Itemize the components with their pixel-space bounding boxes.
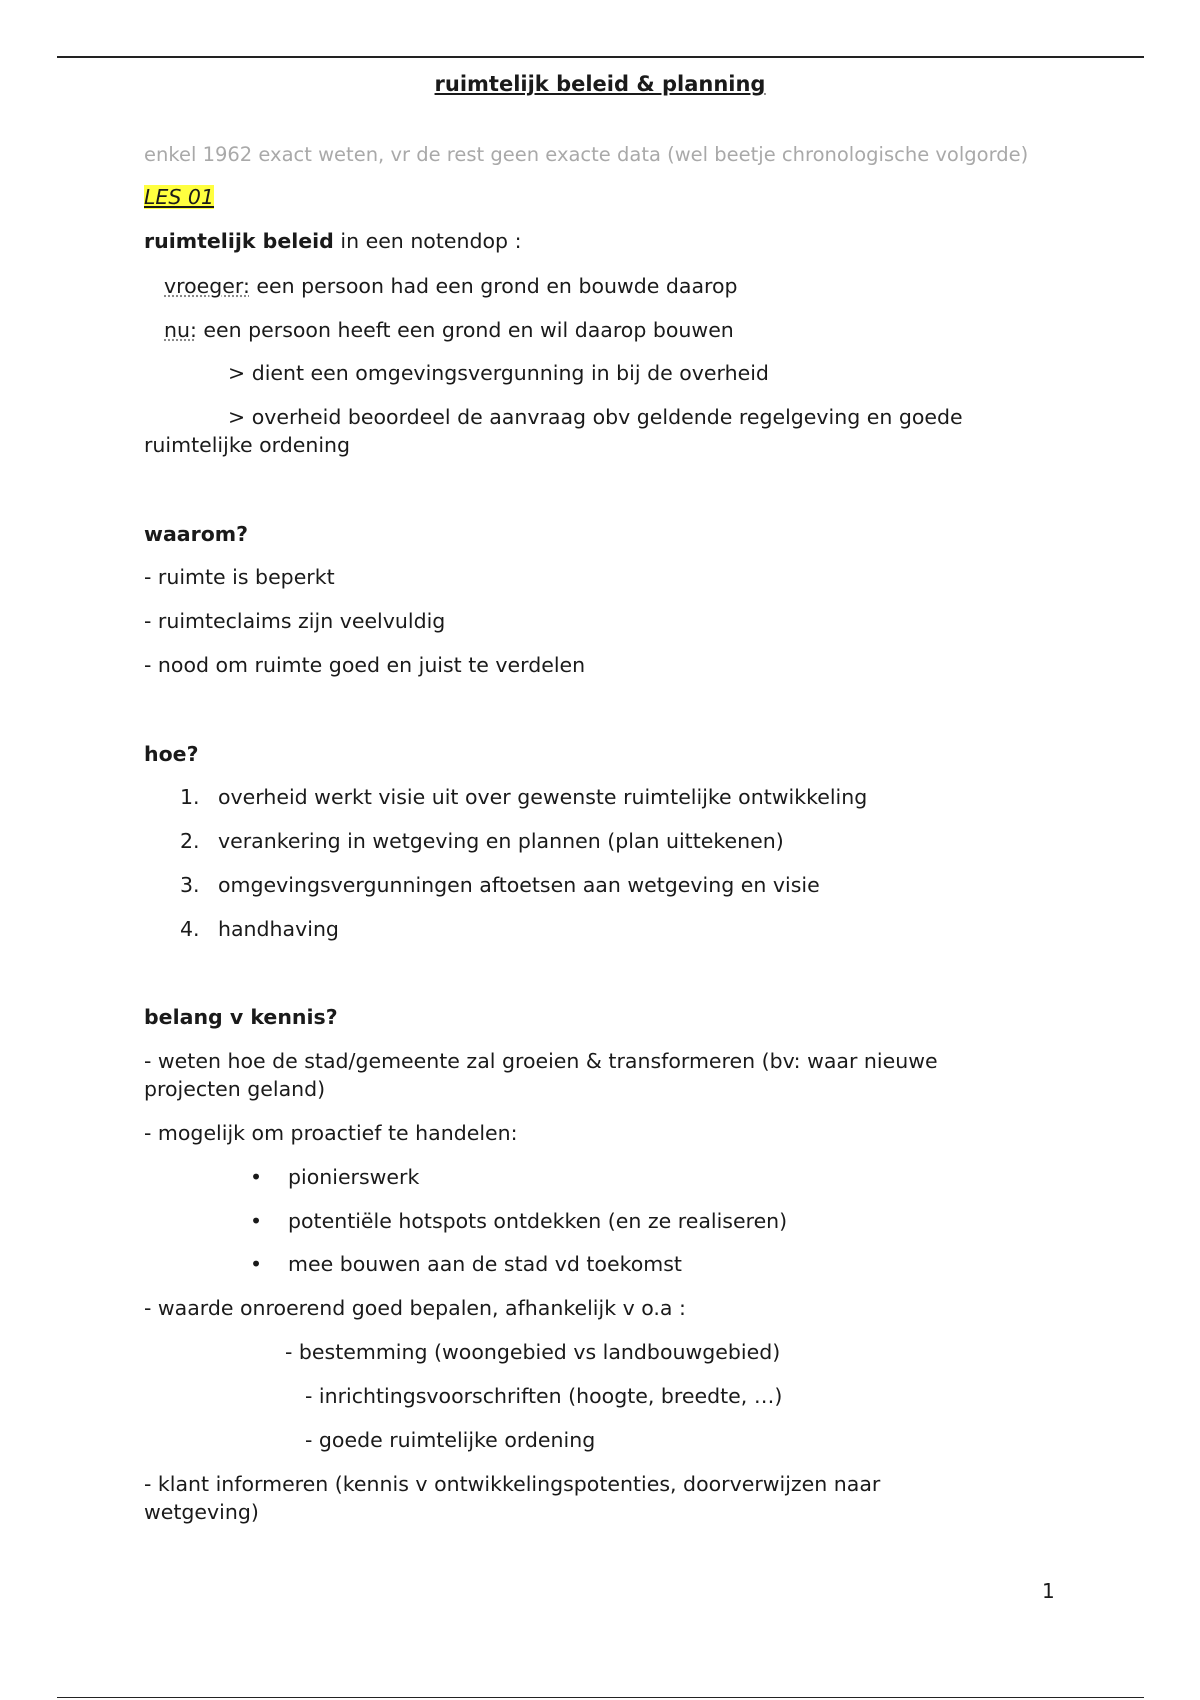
bullet-icon: • <box>250 1165 263 1189</box>
list-item: - nood om ruimte goed en juist te verdelen <box>144 653 586 677</box>
numbered-item <box>180 783 867 811</box>
bullet-icon: • <box>250 1209 263 1233</box>
belang-p1: - weten hoe de stad/gemeente zal groeien & transformeren (bv: waar nieuwe <box>144 1049 938 1073</box>
sub-item: - inrichtingsvoorschriften (hoogte, breedte, …) <box>305 1384 783 1408</box>
item-number: 2. <box>180 829 200 853</box>
bullet-item <box>250 1163 419 1191</box>
belang-p4: - klant informeren (kennis v ontwikkelingspotenties, doorverwijzen naar <box>144 1472 881 1496</box>
lesson-label-line <box>144 183 214 211</box>
vroeger-text: een persoon had een grond en bouwde daarop <box>249 274 738 298</box>
page-title: ruimtelijk beleid & planning <box>434 72 766 96</box>
bullet-icon: • <box>250 1252 263 1276</box>
study-note: enkel 1962 exact weten, vr de rest geen exacte data (wel beetje chronologische volgorde) <box>144 143 1029 166</box>
belang-p2: - mogelijk om proactief te handelen: <box>144 1121 518 1145</box>
item-text: verankering in wetgeving en plannen (plan uittekenen) <box>218 829 784 853</box>
arrow-line-1: > dient een omgevingsvergunning in bij de overheid <box>228 361 769 385</box>
hoe-heading: hoe? <box>144 742 199 766</box>
item-text: overheid werkt visie uit over gewenste ruimtelijke ontwikkeling <box>218 785 868 809</box>
lesson-label: LES 01 <box>144 185 214 209</box>
top-rule <box>57 56 1144 58</box>
waarom-heading: waarom? <box>144 522 249 546</box>
item-number: 4. <box>180 917 200 941</box>
nu-line <box>164 316 734 344</box>
bullet-text: pionierswerk <box>288 1165 420 1189</box>
list-item: - ruimteclaims zijn veelvuldig <box>144 609 446 633</box>
belang-p4-cont: wetgeving) <box>144 1500 259 1524</box>
item-number: 3. <box>180 873 200 897</box>
page-number: 1 <box>1042 1579 1055 1603</box>
item-text: omgevingsvergunningen aftoetsen aan wetgeving en visie <box>218 873 820 897</box>
bottom-rule <box>57 1697 1144 1698</box>
numbered-item <box>180 871 820 899</box>
numbered-item <box>180 827 784 855</box>
intro-rest: in een notendop : <box>333 229 522 253</box>
bullet-text: mee bouwen aan de stad vd toekomst <box>288 1252 682 1276</box>
arrow-line-2-cont: ruimtelijke ordening <box>144 433 351 457</box>
sub-item: - goede ruimtelijke ordening <box>305 1428 596 1452</box>
item-text: handhaving <box>218 917 339 941</box>
intro-line <box>144 227 521 255</box>
bullet-text: potentiële hotspots ontdekken (en ze realiseren) <box>288 1209 788 1233</box>
nu-label: nu: <box>164 318 197 342</box>
numbered-item <box>180 915 339 943</box>
sub-item: - bestemming (woongebied vs landbouwgebied) <box>285 1340 781 1364</box>
arrow-line-2: > overheid beoordeel de aanvraag obv geldende regelgeving en goede <box>228 405 963 429</box>
item-number: 1. <box>180 785 200 809</box>
belang-p1-cont: projecten geland) <box>144 1077 326 1101</box>
bullet-item <box>250 1250 682 1278</box>
intro-bold: ruimtelijk beleid <box>144 229 334 253</box>
belang-heading: belang v kennis? <box>144 1005 338 1029</box>
bullet-item <box>250 1207 787 1235</box>
vroeger-line <box>164 272 738 300</box>
belang-p3: - waarde onroerend goed bepalen, afhankelijk v o.a : <box>144 1296 686 1320</box>
list-item: - ruimte is beperkt <box>144 565 335 589</box>
vroeger-label: vroeger: <box>164 274 250 298</box>
nu-text: een persoon heeft een grond en wil daarop bouwen <box>196 318 734 342</box>
